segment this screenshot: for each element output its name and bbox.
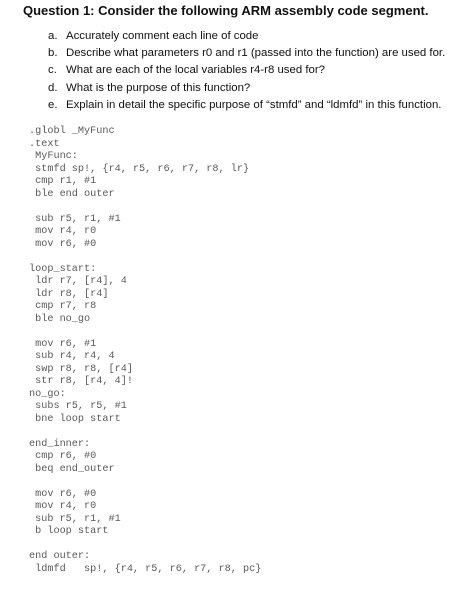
code-line: mov r4, r0 — [29, 501, 97, 512]
question-letter: b. — [48, 47, 58, 60]
question-text: Accurately comment each line of code — [66, 30, 259, 42]
code-line: b loop start — [29, 526, 109, 537]
question-text: What are each of the local variables r4-r8 used for? — [66, 64, 325, 77]
question-letter: e. — [48, 98, 58, 111]
code-line: loop_start: — [29, 263, 97, 275]
code-line: .text — [29, 138, 60, 150]
code-line: subs r5, r5, #1 — [29, 401, 127, 412]
code-line: beq end_outer — [29, 463, 115, 475]
question-item-d — [48, 80, 445, 97]
code-line — [29, 426, 261, 439]
code-line: no_go: — [29, 388, 66, 400]
code-line: ble no_go — [29, 313, 91, 325]
assembly-code-block — [29, 126, 261, 576]
code-line: swp r8, r8, [r4] — [29, 363, 133, 375]
code-line: ble end outer — [29, 188, 115, 200]
code-line: .globl _MyFunc — [29, 126, 115, 137]
code-line: bne loop start — [29, 413, 121, 425]
code-line: sub r4, r4, 4 — [29, 351, 115, 362]
question-item-b — [48, 45, 445, 62]
question-letter: c. — [48, 64, 57, 77]
code-line: sub r5, r1, #1 — [29, 213, 121, 225]
code-line — [29, 539, 261, 552]
code-line: MyFunc: — [29, 151, 78, 162]
code-line: mov r6, #1 — [29, 338, 97, 350]
question-text: Explain in detail the specific purpose of “stmfd” and “ldmfd” in this function. — [66, 98, 442, 111]
question-text: What is the purpose of this function? — [66, 81, 251, 94]
code-line — [29, 201, 261, 214]
code-line: sub r5, r1, #1 — [29, 513, 121, 525]
code-line — [29, 326, 261, 339]
code-line: cmp r6, #0 — [29, 451, 97, 462]
code-line: mov r4, r0 — [29, 226, 97, 237]
code-line: ldmfd sp!, {r4, r5, r6, r7, r8, pc} — [29, 563, 262, 575]
code-line: cmp r7, r8 — [29, 301, 97, 312]
code-line: end_inner: — [29, 438, 91, 450]
question-list — [48, 28, 445, 114]
code-line — [29, 476, 261, 489]
question-letter: d. — [48, 81, 58, 94]
code-line: mov r6, #0 — [29, 488, 97, 500]
question-title: Question 1: Consider the following ARM assembly code segment. — [23, 3, 429, 18]
question-item-a — [48, 28, 445, 45]
question-item-c — [48, 62, 445, 79]
question-text: Describe what parameters r0 and r1 (passed into the function) are used for. — [66, 47, 446, 60]
code-line: ldr r7, [r4], 4 — [29, 276, 127, 287]
code-line: cmp r1, #1 — [29, 176, 97, 187]
question-letter: a. — [48, 30, 58, 42]
code-line: ldr r8, [r4] — [29, 288, 109, 300]
code-line — [29, 251, 261, 264]
code-line: end outer: — [29, 551, 91, 562]
code-line: stmfd sp!, {r4, r5, r6, r7, r8, lr} — [29, 163, 250, 175]
question-item-e — [48, 97, 445, 114]
code-line: mov r6, #0 — [29, 238, 97, 250]
code-line: str r8, [r4, 4]! — [29, 376, 133, 387]
